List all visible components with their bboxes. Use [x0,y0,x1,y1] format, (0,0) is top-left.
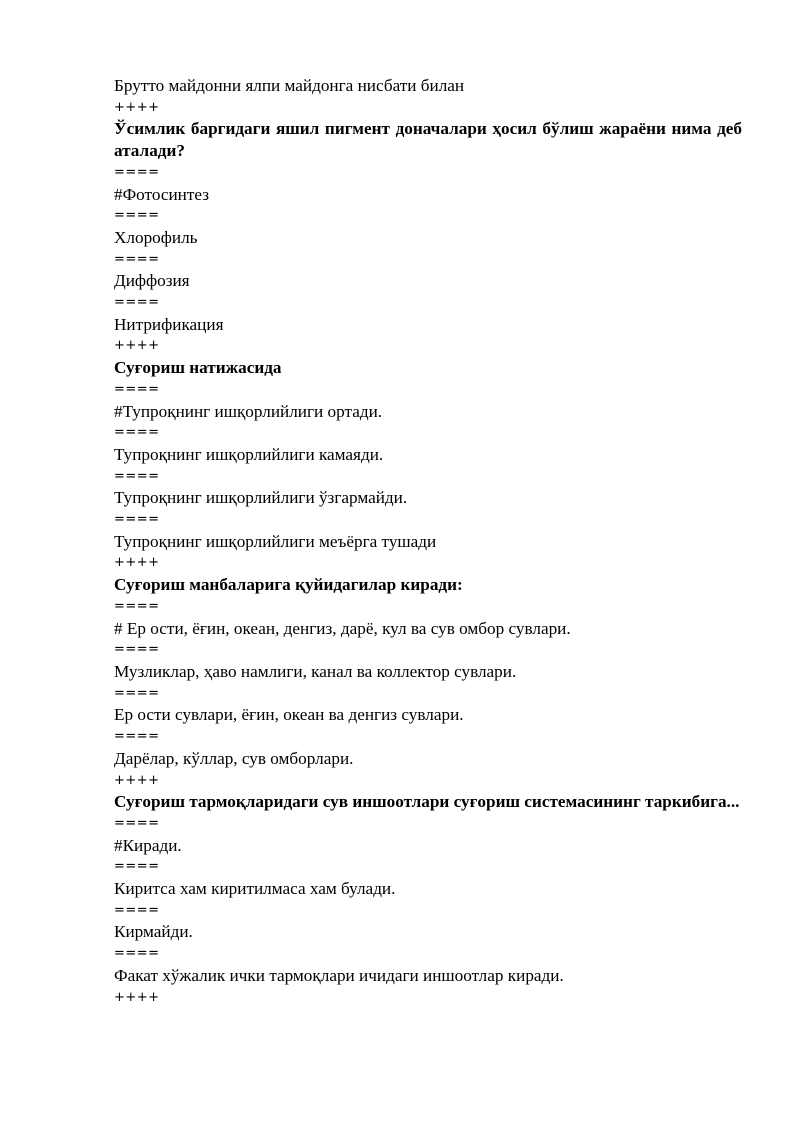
answer-separator: ==== [114,685,160,701]
question-4-answer-4: Факат хўжалик ички тармоқлари ичидаги иншоотлар киради. [114,965,564,985]
question-separator: ++++ [114,99,160,115]
answer-separator: ==== [114,902,160,918]
question-1-answer-4: Нитрификация [114,314,224,334]
question-3-answer-1: # Ер ости, ёғин, океан, денгиз, дарё, кул ва сув омбор сувлари. [114,618,571,638]
question-2-text: Суғориш натижасида [114,358,282,378]
question-separator: ++++ [114,772,160,788]
intro-answer-line: Брутто майдонни ялпи майдонга нисбати билан [114,76,465,95]
question-3-answer-4: Дарёлар, кўллар, сув омборлари. [114,748,354,768]
answer-separator: ==== [114,729,160,745]
question-2-answer-1: #Тупроқнинг ишқорлийлиги ортади. [114,401,383,421]
question-3-answer-2: Музликлар, ҳаво намлиги, канал ва коллектор сувлари. [114,661,517,681]
question-separator: ++++ [114,338,160,354]
answer-separator: ==== [114,208,160,224]
answer-separator: ==== [114,815,160,831]
question-separator: ++++ [114,989,160,1005]
document-page [114,75,742,1008]
question-4-answer-2: Киритса хам киритилмаса хам булади. [114,879,396,899]
question-1-answer-3: Диффозия [114,271,190,291]
question-1-text: Ўсимлик баргидаги яшил пигмент доначалари ҳосил бўлиш жараёни нима деб аталади? [114,119,742,161]
answer-separator: ==== [114,946,160,962]
question-4-answer-1: #Киради. [114,835,182,855]
answer-separator: ==== [114,468,160,484]
answer-separator: ==== [114,251,160,267]
answer-separator: ==== [114,295,160,311]
answer-separator: ==== [114,859,160,875]
question-4-answer-3: Кирмайди. [114,922,193,942]
question-1-answer-2: Хлорофиль [114,227,198,247]
answer-separator: ==== [114,598,160,614]
answer-separator: ==== [114,381,160,397]
question-2-answer-4: Тупроқнинг ишқорлийлиги меъёрга тушади [114,531,437,551]
question-separator: ++++ [114,555,160,571]
answer-separator: ==== [114,642,160,658]
question-3-text: Суғориш манбаларига қуйидагилар киради: [114,575,463,595]
question-2-answer-3: Тупроқнинг ишқорлийлиги ўзгармайди. [114,488,408,508]
question-3-answer-3: Ер ости сувлари, ёғин, океан ва денгиз сувлари. [114,705,464,725]
question-2-answer-2: Тупроқнинг ишқорлийлиги камаяди. [114,444,384,464]
answer-separator: ==== [114,512,160,528]
answer-separator: ==== [114,164,160,180]
question-1-answer-1: #Фотосинтез [114,184,210,204]
answer-separator: ==== [114,425,160,441]
question-4-text: Суғориш тармоқларидаги сув иншоотлари суғориш системасининг таркибига... [114,792,740,812]
